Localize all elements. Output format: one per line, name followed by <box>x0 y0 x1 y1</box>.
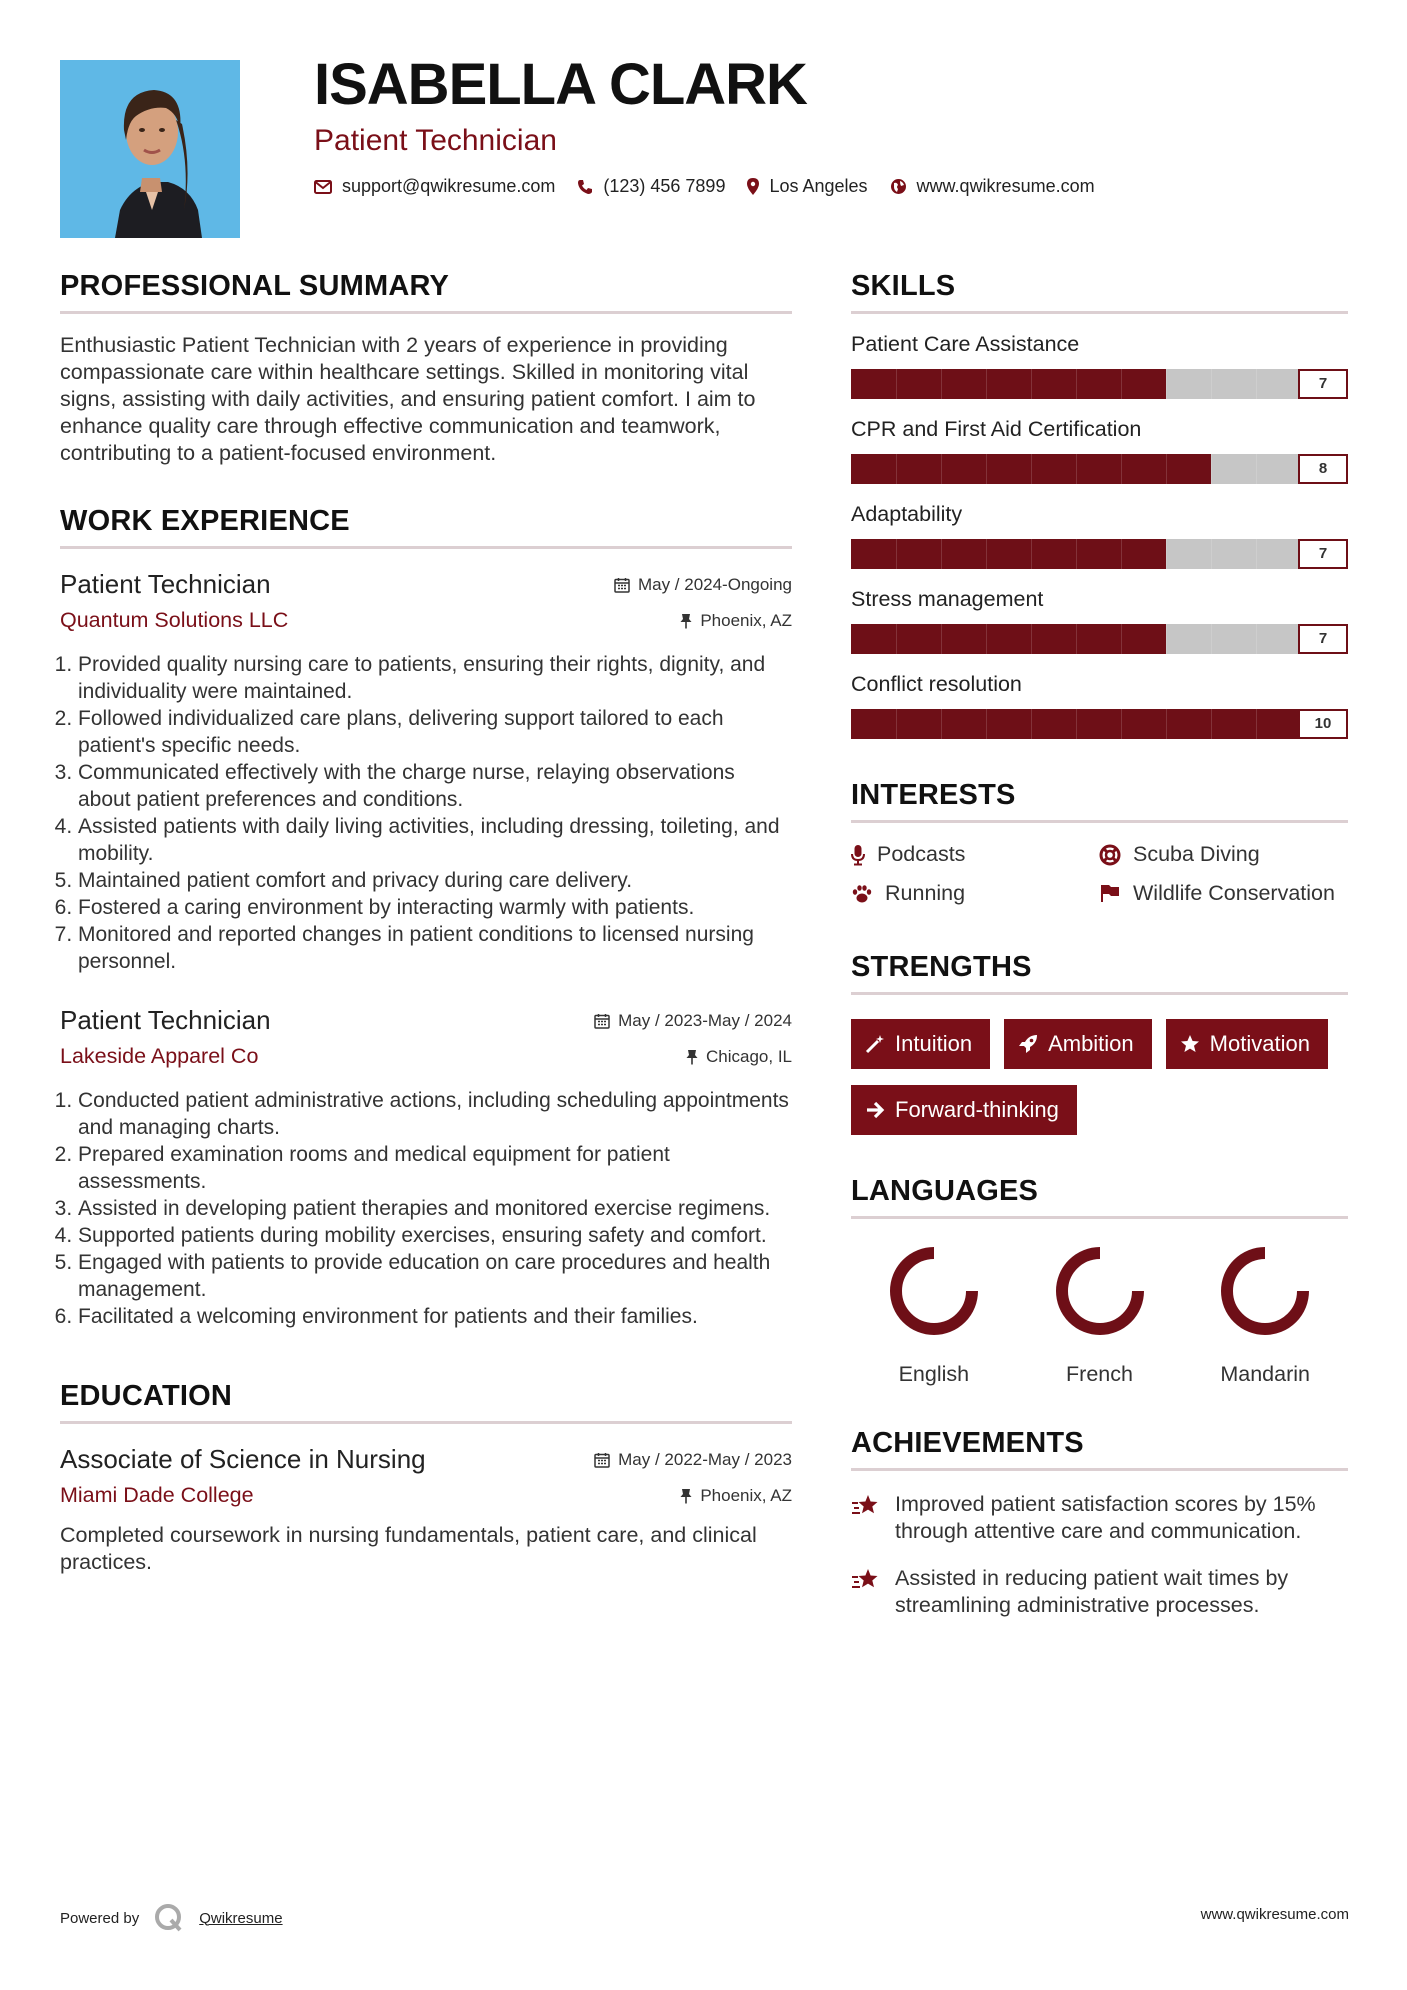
pushpin-icon <box>680 1488 692 1504</box>
list-item: 2. Prepared examination rooms and medical equipment for patient assessments. <box>78 1141 792 1195</box>
skill-bar-divider <box>986 454 987 484</box>
skill-bar-divider <box>1256 454 1257 484</box>
job-location <box>686 1047 792 1067</box>
website-text: www.qwikresume.com <box>916 176 1095 196</box>
job-company: Lakeside Apparel Co <box>60 1044 259 1068</box>
list-item: 2. Followed individualized care plans, delivering support tailored to each patient's specific needs. <box>78 705 792 759</box>
powered-by-label: Powered by <box>60 1909 140 1927</box>
profile-photo <box>60 60 240 238</box>
strength-label: Ambition <box>1048 1031 1134 1056</box>
qwikresume-logo-icon <box>153 1902 185 1934</box>
skill-name: CPR and First Aid Certification <box>851 417 1142 441</box>
skill-bar-divider <box>986 369 987 399</box>
skill-name: Stress management <box>851 587 1044 611</box>
right-column <box>851 270 1348 1619</box>
skill-bar-divider <box>1211 369 1212 399</box>
skill-bar-divider <box>1031 709 1032 739</box>
summary-text: Enthusiastic Patient Technician with 2 years of experience in providing compassionate care within healthcare settings. Skilled in monitoring vital signs, assisting with daily activities, and ensuring patient comfort. I aim to enhance quality care through effective communication and teamwork, contributing to a patient-focused environment. <box>60 333 756 465</box>
job-entry <box>60 569 792 975</box>
skill-bar-divider <box>896 539 897 569</box>
interest-item <box>851 880 1099 907</box>
languages-list <box>851 1241 1348 1387</box>
job-date <box>594 1011 792 1031</box>
list-item: 5. Maintained patient comfort and privacy during care delivery. <box>78 867 792 894</box>
pushpin-icon <box>680 613 692 629</box>
education-date <box>594 1450 792 1470</box>
education-description: Completed coursework in nursing fundamentals, patient care, and clinical practices. <box>60 1523 757 1574</box>
summary-heading: PROFESSIONAL SUMMARY <box>60 270 792 314</box>
list-item: 1. Conducted patient administrative actions, including scheduling appointments and managing charts. <box>78 1087 792 1141</box>
language-label: French <box>1066 1362 1133 1386</box>
calendar-icon <box>594 1013 610 1029</box>
language-item <box>1182 1241 1348 1387</box>
skill-bar <box>851 709 1348 739</box>
skill-bar-divider <box>1121 709 1122 739</box>
education-entry <box>60 1444 792 1576</box>
skill-bar-divider <box>1031 454 1032 484</box>
skill-bar-fill <box>851 539 1166 569</box>
school-name: Miami Dade College <box>60 1483 254 1507</box>
contact-website[interactable] <box>890 176 1095 197</box>
skill-bar-divider <box>1076 454 1077 484</box>
skill-bar-divider <box>1076 369 1077 399</box>
language-item <box>851 1241 1017 1387</box>
list-item: 4. Assisted patients with daily living activities, including dressing, toileting, and mobility. <box>78 813 792 867</box>
language-label: English <box>898 1362 970 1386</box>
language-level-ring <box>1050 1241 1150 1341</box>
star-burst-icon <box>851 1493 881 1519</box>
job-bullets <box>60 651 792 975</box>
skill-score: 7 <box>1298 539 1348 569</box>
skill-bar-divider <box>941 454 942 484</box>
job-date <box>614 575 792 595</box>
education-location-text: Phoenix, AZ <box>700 1486 792 1505</box>
skill-bar-divider <box>941 369 942 399</box>
microphone-icon <box>851 844 865 866</box>
contact-email[interactable] <box>314 176 555 197</box>
language-item <box>1017 1241 1183 1387</box>
skill-score: 8 <box>1298 454 1348 484</box>
job-company: Quantum Solutions LLC <box>60 608 289 632</box>
skill-bar-divider <box>1121 539 1122 569</box>
candidate-name: ISABELLA CLARK <box>314 52 807 117</box>
job-title: Patient Technician <box>60 1005 271 1035</box>
flag-icon <box>1099 883 1121 903</box>
achievements-heading: ACHIEVEMENTS <box>851 1427 1348 1471</box>
list-item: 6. Facilitated a welcoming environment for patients and their families. <box>78 1303 792 1330</box>
language-level-ring <box>1215 1241 1315 1341</box>
skill-bar-divider <box>1211 454 1212 484</box>
strength-tag <box>851 1019 990 1069</box>
list-item: 4. Supported patients during mobility exercises, ensuring safety and comfort. <box>78 1222 792 1249</box>
education-location <box>680 1486 792 1506</box>
skill-bar <box>851 454 1348 484</box>
strength-label: Forward-thinking <box>895 1097 1059 1122</box>
skill-bar-divider <box>941 539 942 569</box>
job-location <box>680 611 792 631</box>
star-icon <box>1180 1034 1200 1054</box>
skill-bar-divider <box>1121 454 1122 484</box>
candidate-title: Patient Technician <box>314 124 557 157</box>
list-item: 5. Engaged with patients to provide education on care procedures and health management. <box>78 1249 792 1303</box>
skill-bar-divider <box>1256 709 1257 739</box>
skill-score: 7 <box>1298 624 1348 654</box>
rocket-icon <box>1018 1034 1038 1054</box>
footer-site[interactable]: www.qwikresume.com <box>1200 1906 1349 1923</box>
pushpin-icon <box>686 1049 698 1065</box>
achievement-text: Assisted in reducing patient wait times by streamlining administrative processes. <box>895 1566 1289 1617</box>
arrow-right-icon <box>865 1100 885 1120</box>
interests-heading: INTERESTS <box>851 779 1348 823</box>
contact-location <box>747 176 867 197</box>
skill-bar-divider <box>986 624 987 654</box>
skill-bar-fill <box>851 624 1166 654</box>
envelope-icon <box>314 180 332 194</box>
skill-bar-divider <box>1211 624 1212 654</box>
skill-name: Conflict resolution <box>851 672 1022 696</box>
skill-bar-divider <box>1166 454 1167 484</box>
list-item: 1. Provided quality nursing care to patients, ensuring their rights, dignity, and individuality were maintained. <box>78 651 792 705</box>
skill-bar-divider <box>1121 624 1122 654</box>
education-heading: EDUCATION <box>60 1380 792 1424</box>
job-location-text: Phoenix, AZ <box>700 611 792 630</box>
skill-bar-divider <box>1166 369 1167 399</box>
skill-bar-divider <box>1076 709 1077 739</box>
location-text: Los Angeles <box>769 176 868 196</box>
skill-bar-divider <box>1166 709 1167 739</box>
interest-label: Wildlife Conservation <box>1133 881 1335 905</box>
language-level-ring <box>884 1241 984 1341</box>
strength-tag <box>851 1085 1077 1135</box>
strengths-heading: STRENGTHS <box>851 951 1348 995</box>
skill-bar-divider <box>896 454 897 484</box>
skill-name: Adaptability <box>851 502 963 526</box>
job-entry <box>60 1005 792 1330</box>
skill-bar <box>851 369 1348 399</box>
skill-bar-divider <box>1256 539 1257 569</box>
interests-list <box>851 841 1348 907</box>
strength-label: Motivation <box>1209 1031 1310 1056</box>
phone-text: (123) 456 7899 <box>603 176 726 196</box>
achievement-text: Improved patient satisfaction scores by 15% through attentive care and communication. <box>895 1492 1316 1543</box>
list-item: 6. Fostered a caring environment by interacting warmly with patients. <box>78 894 792 921</box>
skill-bar-divider <box>1166 539 1167 569</box>
skill-bar-divider <box>1076 539 1077 569</box>
strengths-list <box>851 1019 1348 1135</box>
skill-bar <box>851 624 1348 654</box>
skill-bar-divider <box>941 624 942 654</box>
interest-label: Running <box>885 881 966 905</box>
achievement-item <box>851 1491 1348 1545</box>
skill-bar-divider <box>986 709 987 739</box>
skill-name: Patient Care Assistance <box>851 332 1080 356</box>
interest-item <box>1099 880 1347 907</box>
star-burst-icon <box>851 1567 881 1593</box>
list-item: 3. Communicated effectively with the charge nurse, relaying observations about patient preferences and conditions. <box>78 759 792 813</box>
list-item: 7. Monitored and reported changes in patient conditions to licensed nursing personnel. <box>78 921 792 975</box>
skill-bar-divider <box>1211 539 1212 569</box>
skill-score: 10 <box>1298 709 1348 739</box>
skill-bar-divider <box>1211 709 1212 739</box>
magic-wand-icon <box>865 1034 885 1054</box>
list-item: 3. Assisted in developing patient therapies and monitored exercise regimens. <box>78 1195 792 1222</box>
experience-heading: WORK EXPERIENCE <box>60 505 792 549</box>
skill-score: 7 <box>1298 369 1348 399</box>
skill-bar-fill <box>851 369 1166 399</box>
skill-bar-divider <box>1256 369 1257 399</box>
skill-bar-divider <box>1031 624 1032 654</box>
contact-bar <box>314 176 1117 197</box>
strength-tag <box>1166 1019 1328 1069</box>
skill-bar-divider <box>896 624 897 654</box>
globe-icon <box>890 178 907 195</box>
skills-heading: SKILLS <box>851 270 1348 314</box>
education-date-text: May / 2022-May / 2023 <box>618 1450 792 1469</box>
calendar-icon <box>594 1452 610 1468</box>
skill-bar-divider <box>986 539 987 569</box>
strength-label: Intuition <box>895 1031 973 1056</box>
job-date-text: May / 2023-May / 2024 <box>618 1011 792 1030</box>
skill-bar-divider <box>1256 624 1257 654</box>
footer-powered-by <box>60 1902 283 1934</box>
skill-bar-divider <box>1121 369 1122 399</box>
skill-bar-divider <box>1031 539 1032 569</box>
skill-bar <box>851 539 1348 569</box>
achievement-item <box>851 1565 1348 1619</box>
job-location-text: Chicago, IL <box>706 1047 792 1066</box>
skill-bar-divider <box>941 709 942 739</box>
brand-link[interactable]: Qwikresume <box>199 1909 283 1927</box>
strength-tag <box>1004 1019 1152 1069</box>
interest-item <box>1099 841 1347 868</box>
skill-bar-divider <box>1031 369 1032 399</box>
calendar-icon <box>614 577 630 593</box>
paw-icon <box>851 883 873 905</box>
languages-heading: LANGUAGES <box>851 1175 1348 1219</box>
interest-label: Scuba Diving <box>1133 842 1260 866</box>
skill-bar-divider <box>1166 624 1167 654</box>
contact-phone[interactable] <box>577 176 725 197</box>
job-bullets <box>60 1087 792 1330</box>
email-text: support@qwikresume.com <box>342 176 556 196</box>
skill-bar-divider <box>896 709 897 739</box>
left-column <box>60 270 792 1576</box>
job-title: Patient Technician <box>60 569 271 599</box>
map-pin-icon <box>747 178 759 195</box>
life-ring-icon <box>1099 844 1121 866</box>
degree-title: Associate of Science in Nursing <box>60 1444 426 1474</box>
language-label: Mandarin <box>1220 1362 1310 1386</box>
interest-label: Podcasts <box>877 842 966 866</box>
phone-icon <box>577 179 593 195</box>
skill-bar-divider <box>1076 624 1077 654</box>
job-date-text: May / 2024-Ongoing <box>637 575 792 594</box>
skill-bar-divider <box>896 369 897 399</box>
skills-list <box>851 332 1348 739</box>
interest-item <box>851 841 1099 868</box>
